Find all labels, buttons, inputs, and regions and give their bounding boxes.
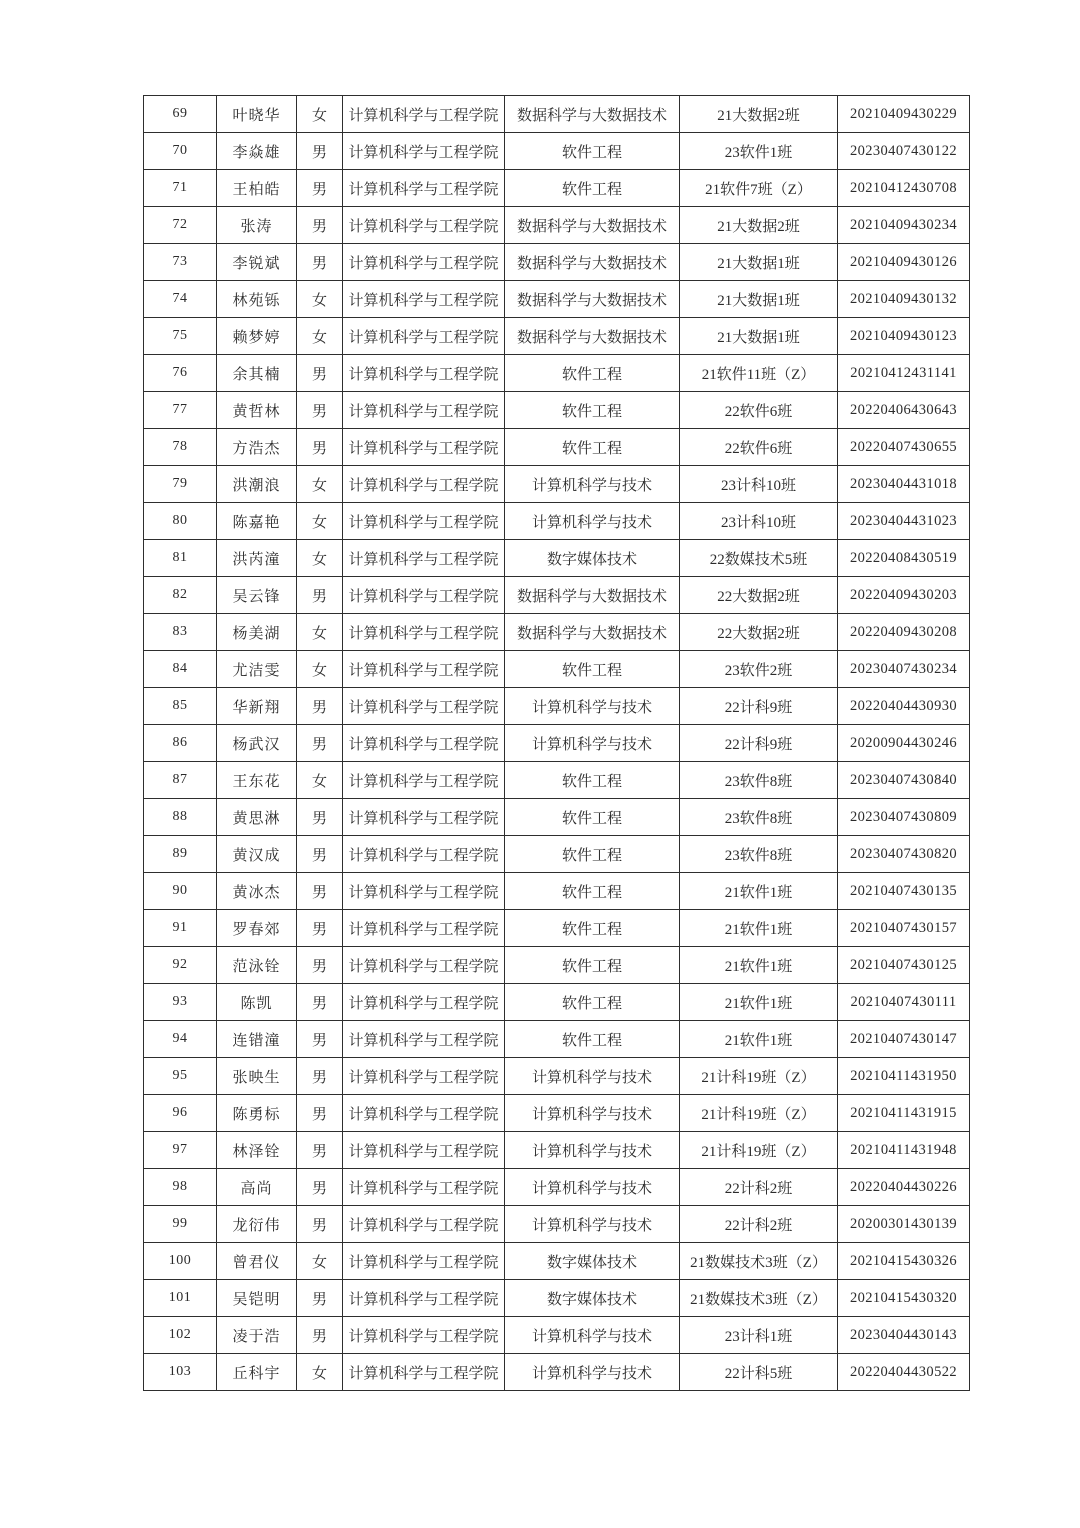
table-row (144, 207, 970, 244)
gender-cell: 男 (297, 947, 343, 984)
student-id-cell: 20230407430234 (838, 651, 970, 688)
gender-cell: 男 (297, 1206, 343, 1243)
class-cell: 23软件8班 (680, 762, 838, 799)
major-cell: 计算机科学与技术 (505, 688, 680, 725)
student-id-cell: 20220404430522 (838, 1354, 970, 1391)
class-cell: 22大数据2班 (680, 577, 838, 614)
table-row (144, 873, 970, 910)
gender-cell: 男 (297, 984, 343, 1021)
name-cell: 黄哲林 (217, 392, 297, 429)
row-number-cell: 86 (144, 725, 217, 762)
class-cell: 21大数据1班 (680, 244, 838, 281)
major-cell: 数据科学与大数据技术 (505, 318, 680, 355)
college-cell: 计算机科学与工程学院 (343, 614, 505, 651)
name-cell: 曾君仪 (217, 1243, 297, 1280)
class-cell: 21计科19班（Z） (680, 1095, 838, 1132)
row-number-cell: 78 (144, 429, 217, 466)
table-row (144, 762, 970, 799)
table-row (144, 133, 970, 170)
table-row (144, 466, 970, 503)
row-number-cell: 76 (144, 355, 217, 392)
name-cell: 陈嘉艳 (217, 503, 297, 540)
gender-cell: 男 (297, 170, 343, 207)
name-cell: 张映生 (217, 1058, 297, 1095)
student-id-cell: 20230407430820 (838, 836, 970, 873)
gender-cell: 男 (297, 207, 343, 244)
student-id-cell: 20220404430226 (838, 1169, 970, 1206)
gender-cell: 男 (297, 1317, 343, 1354)
table-row (144, 577, 970, 614)
student-id-cell: 20210409430132 (838, 281, 970, 318)
name-cell: 李锐斌 (217, 244, 297, 281)
name-cell: 连错潼 (217, 1021, 297, 1058)
student-id-cell: 20210412431141 (838, 355, 970, 392)
row-number-cell: 100 (144, 1243, 217, 1280)
student-roster-table (143, 95, 970, 1391)
table-row (144, 1095, 970, 1132)
student-id-cell: 20200904430246 (838, 725, 970, 762)
major-cell: 软件工程 (505, 429, 680, 466)
table-row (144, 1021, 970, 1058)
college-cell: 计算机科学与工程学院 (343, 762, 505, 799)
class-cell: 21软件1班 (680, 873, 838, 910)
gender-cell: 男 (297, 1132, 343, 1169)
student-id-cell: 20220409430203 (838, 577, 970, 614)
row-number-cell: 101 (144, 1280, 217, 1317)
table-row (144, 318, 970, 355)
row-number-cell: 98 (144, 1169, 217, 1206)
name-cell: 黄冰杰 (217, 873, 297, 910)
student-id-cell: 20230407430840 (838, 762, 970, 799)
college-cell: 计算机科学与工程学院 (343, 466, 505, 503)
name-cell: 华新翔 (217, 688, 297, 725)
name-cell: 洪潮浪 (217, 466, 297, 503)
row-number-cell: 83 (144, 614, 217, 651)
gender-cell: 男 (297, 836, 343, 873)
college-cell: 计算机科学与工程学院 (343, 1058, 505, 1095)
student-id-cell: 20230404430143 (838, 1317, 970, 1354)
table-row (144, 503, 970, 540)
college-cell: 计算机科学与工程学院 (343, 1354, 505, 1391)
gender-cell: 女 (297, 318, 343, 355)
gender-cell: 男 (297, 1169, 343, 1206)
class-cell: 21计科19班（Z） (680, 1058, 838, 1095)
row-number-cell: 81 (144, 540, 217, 577)
student-id-cell: 20210409430123 (838, 318, 970, 355)
name-cell: 林泽铨 (217, 1132, 297, 1169)
name-cell: 陈勇标 (217, 1095, 297, 1132)
class-cell: 22大数据2班 (680, 614, 838, 651)
table-row (144, 244, 970, 281)
table-row (144, 836, 970, 873)
student-id-cell: 20210415430326 (838, 1243, 970, 1280)
row-number-cell: 95 (144, 1058, 217, 1095)
student-id-cell: 20230407430809 (838, 799, 970, 836)
class-cell: 22计科2班 (680, 1206, 838, 1243)
gender-cell: 女 (297, 466, 343, 503)
college-cell: 计算机科学与工程学院 (343, 984, 505, 1021)
class-cell: 23软件8班 (680, 836, 838, 873)
major-cell: 计算机科学与技术 (505, 1132, 680, 1169)
gender-cell: 男 (297, 355, 343, 392)
class-cell: 22软件6班 (680, 429, 838, 466)
gender-cell: 男 (297, 910, 343, 947)
student-id-cell: 20230404431018 (838, 466, 970, 503)
student-id-cell: 20220409430208 (838, 614, 970, 651)
gender-cell: 女 (297, 762, 343, 799)
class-cell: 23软件2班 (680, 651, 838, 688)
row-number-cell: 82 (144, 577, 217, 614)
class-cell: 21软件1班 (680, 910, 838, 947)
table-row (144, 799, 970, 836)
table-row (144, 96, 970, 133)
college-cell: 计算机科学与工程学院 (343, 873, 505, 910)
table-row (144, 688, 970, 725)
row-number-cell: 88 (144, 799, 217, 836)
major-cell: 软件工程 (505, 910, 680, 947)
gender-cell: 女 (297, 1243, 343, 1280)
name-cell: 李焱雄 (217, 133, 297, 170)
college-cell: 计算机科学与工程学院 (343, 1021, 505, 1058)
class-cell: 21大数据1班 (680, 281, 838, 318)
table-row (144, 910, 970, 947)
table-row (144, 651, 970, 688)
row-number-cell: 90 (144, 873, 217, 910)
major-cell: 软件工程 (505, 947, 680, 984)
major-cell: 软件工程 (505, 1021, 680, 1058)
student-id-cell: 20210407430147 (838, 1021, 970, 1058)
name-cell: 高尚 (217, 1169, 297, 1206)
class-cell: 23计科10班 (680, 466, 838, 503)
class-cell: 22计科2班 (680, 1169, 838, 1206)
college-cell: 计算机科学与工程学院 (343, 1317, 505, 1354)
class-cell: 21数媒技术3班（Z） (680, 1280, 838, 1317)
college-cell: 计算机科学与工程学院 (343, 651, 505, 688)
class-cell: 21大数据2班 (680, 207, 838, 244)
class-cell: 21大数据2班 (680, 96, 838, 133)
row-number-cell: 79 (144, 466, 217, 503)
table-row (144, 947, 970, 984)
college-cell: 计算机科学与工程学院 (343, 1132, 505, 1169)
student-id-cell: 20210411431948 (838, 1132, 970, 1169)
row-number-cell: 80 (144, 503, 217, 540)
name-cell: 龙衍伟 (217, 1206, 297, 1243)
college-cell: 计算机科学与工程学院 (343, 1206, 505, 1243)
row-number-cell: 91 (144, 910, 217, 947)
major-cell: 计算机科学与技术 (505, 1058, 680, 1095)
major-cell: 计算机科学与技术 (505, 1206, 680, 1243)
name-cell: 余其楠 (217, 355, 297, 392)
table-row (144, 1058, 970, 1095)
row-number-cell: 103 (144, 1354, 217, 1391)
table-row (144, 1243, 970, 1280)
student-id-cell: 20210411431915 (838, 1095, 970, 1132)
major-cell: 软件工程 (505, 392, 680, 429)
name-cell: 杨美湖 (217, 614, 297, 651)
major-cell: 软件工程 (505, 170, 680, 207)
major-cell: 软件工程 (505, 836, 680, 873)
row-number-cell: 102 (144, 1317, 217, 1354)
table-row (144, 1169, 970, 1206)
college-cell: 计算机科学与工程学院 (343, 725, 505, 762)
row-number-cell: 73 (144, 244, 217, 281)
gender-cell: 男 (297, 577, 343, 614)
row-number-cell: 72 (144, 207, 217, 244)
table-row (144, 1354, 970, 1391)
gender-cell: 男 (297, 244, 343, 281)
name-cell: 范泳铨 (217, 947, 297, 984)
college-cell: 计算机科学与工程学院 (343, 799, 505, 836)
student-id-cell: 20210411431950 (838, 1058, 970, 1095)
student-id-cell: 20220406430643 (838, 392, 970, 429)
table-row (144, 1206, 970, 1243)
gender-cell: 男 (297, 133, 343, 170)
class-cell: 21软件1班 (680, 984, 838, 1021)
gender-cell: 女 (297, 651, 343, 688)
gender-cell: 男 (297, 1095, 343, 1132)
name-cell: 王东花 (217, 762, 297, 799)
major-cell: 计算机科学与技术 (505, 1354, 680, 1391)
class-cell: 21软件7班（Z） (680, 170, 838, 207)
name-cell: 吴铠明 (217, 1280, 297, 1317)
gender-cell: 女 (297, 540, 343, 577)
student-id-cell: 20230407430122 (838, 133, 970, 170)
table-row (144, 170, 970, 207)
major-cell: 数据科学与大数据技术 (505, 207, 680, 244)
name-cell: 王柏皓 (217, 170, 297, 207)
major-cell: 软件工程 (505, 873, 680, 910)
student-id-cell: 20210407430157 (838, 910, 970, 947)
name-cell: 陈凯 (217, 984, 297, 1021)
major-cell: 数字媒体技术 (505, 1243, 680, 1280)
class-cell: 22计科5班 (680, 1354, 838, 1391)
row-number-cell: 87 (144, 762, 217, 799)
class-cell: 21数媒技术3班（Z） (680, 1243, 838, 1280)
table-row (144, 1317, 970, 1354)
major-cell: 数据科学与大数据技术 (505, 281, 680, 318)
name-cell: 张涛 (217, 207, 297, 244)
name-cell: 丘科宇 (217, 1354, 297, 1391)
college-cell: 计算机科学与工程学院 (343, 281, 505, 318)
major-cell: 数据科学与大数据技术 (505, 244, 680, 281)
college-cell: 计算机科学与工程学院 (343, 503, 505, 540)
major-cell: 数据科学与大数据技术 (505, 614, 680, 651)
college-cell: 计算机科学与工程学院 (343, 910, 505, 947)
student-id-cell: 20220404430930 (838, 688, 970, 725)
row-number-cell: 89 (144, 836, 217, 873)
name-cell: 黄汉成 (217, 836, 297, 873)
row-number-cell: 92 (144, 947, 217, 984)
row-number-cell: 70 (144, 133, 217, 170)
gender-cell: 男 (297, 429, 343, 466)
gender-cell: 女 (297, 614, 343, 651)
table-row (144, 614, 970, 651)
gender-cell: 女 (297, 281, 343, 318)
name-cell: 罗春郊 (217, 910, 297, 947)
table-row (144, 392, 970, 429)
class-cell: 22计科9班 (680, 725, 838, 762)
college-cell: 计算机科学与工程学院 (343, 170, 505, 207)
major-cell: 计算机科学与技术 (505, 1317, 680, 1354)
college-cell: 计算机科学与工程学院 (343, 540, 505, 577)
major-cell: 软件工程 (505, 762, 680, 799)
name-cell: 叶晓华 (217, 96, 297, 133)
major-cell: 软件工程 (505, 799, 680, 836)
class-cell: 22数媒技术5班 (680, 540, 838, 577)
college-cell: 计算机科学与工程学院 (343, 318, 505, 355)
class-cell: 23软件1班 (680, 133, 838, 170)
row-number-cell: 69 (144, 96, 217, 133)
college-cell: 计算机科学与工程学院 (343, 688, 505, 725)
major-cell: 计算机科学与技术 (505, 1169, 680, 1206)
row-number-cell: 93 (144, 984, 217, 1021)
student-id-cell: 20210409430234 (838, 207, 970, 244)
class-cell: 23软件8班 (680, 799, 838, 836)
student-id-cell: 20220408430519 (838, 540, 970, 577)
student-id-cell: 20230404431023 (838, 503, 970, 540)
gender-cell: 男 (297, 725, 343, 762)
student-id-cell: 20210409430229 (838, 96, 970, 133)
student-id-cell: 20210409430126 (838, 244, 970, 281)
college-cell: 计算机科学与工程学院 (343, 1095, 505, 1132)
college-cell: 计算机科学与工程学院 (343, 1243, 505, 1280)
gender-cell: 男 (297, 1280, 343, 1317)
gender-cell: 男 (297, 799, 343, 836)
college-cell: 计算机科学与工程学院 (343, 1280, 505, 1317)
class-cell: 21软件11班（Z） (680, 355, 838, 392)
college-cell: 计算机科学与工程学院 (343, 96, 505, 133)
row-number-cell: 77 (144, 392, 217, 429)
student-id-cell: 20200301430139 (838, 1206, 970, 1243)
student-id-cell: 20210407430135 (838, 873, 970, 910)
row-number-cell: 74 (144, 281, 217, 318)
college-cell: 计算机科学与工程学院 (343, 355, 505, 392)
gender-cell: 男 (297, 1021, 343, 1058)
name-cell: 尤洁雯 (217, 651, 297, 688)
major-cell: 数字媒体技术 (505, 540, 680, 577)
gender-cell: 女 (297, 1354, 343, 1391)
gender-cell: 男 (297, 873, 343, 910)
class-cell: 21软件1班 (680, 947, 838, 984)
college-cell: 计算机科学与工程学院 (343, 244, 505, 281)
college-cell: 计算机科学与工程学院 (343, 429, 505, 466)
table-row (144, 540, 970, 577)
table-row (144, 281, 970, 318)
name-cell: 赖梦婷 (217, 318, 297, 355)
table-row (144, 725, 970, 762)
gender-cell: 男 (297, 1058, 343, 1095)
table-row (144, 984, 970, 1021)
class-cell: 23计科1班 (680, 1317, 838, 1354)
major-cell: 计算机科学与技术 (505, 1095, 680, 1132)
name-cell: 凌于浩 (217, 1317, 297, 1354)
table-row (144, 1132, 970, 1169)
gender-cell: 女 (297, 503, 343, 540)
row-number-cell: 99 (144, 1206, 217, 1243)
major-cell: 计算机科学与技术 (505, 466, 680, 503)
class-cell: 21软件1班 (680, 1021, 838, 1058)
row-number-cell: 85 (144, 688, 217, 725)
major-cell: 计算机科学与技术 (505, 725, 680, 762)
row-number-cell: 84 (144, 651, 217, 688)
table-row (144, 1280, 970, 1317)
class-cell: 21计科19班（Z） (680, 1132, 838, 1169)
table-row (144, 355, 970, 392)
name-cell: 黄思淋 (217, 799, 297, 836)
name-cell: 方浩杰 (217, 429, 297, 466)
major-cell: 数字媒体技术 (505, 1280, 680, 1317)
row-number-cell: 97 (144, 1132, 217, 1169)
student-id-cell: 20210415430320 (838, 1280, 970, 1317)
student-id-cell: 20210407430125 (838, 947, 970, 984)
table-row (144, 429, 970, 466)
student-id-cell: 20210407430111 (838, 984, 970, 1021)
college-cell: 计算机科学与工程学院 (343, 947, 505, 984)
college-cell: 计算机科学与工程学院 (343, 133, 505, 170)
row-number-cell: 75 (144, 318, 217, 355)
class-cell: 23计科10班 (680, 503, 838, 540)
major-cell: 数据科学与大数据技术 (505, 577, 680, 614)
major-cell: 软件工程 (505, 133, 680, 170)
row-number-cell: 94 (144, 1021, 217, 1058)
college-cell: 计算机科学与工程学院 (343, 392, 505, 429)
name-cell: 吴云锋 (217, 577, 297, 614)
name-cell: 林苑铄 (217, 281, 297, 318)
student-id-cell: 20220407430655 (838, 429, 970, 466)
major-cell: 计算机科学与技术 (505, 503, 680, 540)
row-number-cell: 96 (144, 1095, 217, 1132)
student-table-body (144, 96, 970, 1391)
college-cell: 计算机科学与工程学院 (343, 836, 505, 873)
class-cell: 22软件6班 (680, 392, 838, 429)
student-id-cell: 20210412430708 (838, 170, 970, 207)
class-cell: 21大数据1班 (680, 318, 838, 355)
college-cell: 计算机科学与工程学院 (343, 207, 505, 244)
major-cell: 软件工程 (505, 984, 680, 1021)
row-number-cell: 71 (144, 170, 217, 207)
class-cell: 22计科9班 (680, 688, 838, 725)
college-cell: 计算机科学与工程学院 (343, 1169, 505, 1206)
gender-cell: 男 (297, 392, 343, 429)
major-cell: 数据科学与大数据技术 (505, 96, 680, 133)
college-cell: 计算机科学与工程学院 (343, 577, 505, 614)
name-cell: 洪芮潼 (217, 540, 297, 577)
gender-cell: 男 (297, 688, 343, 725)
major-cell: 软件工程 (505, 651, 680, 688)
gender-cell: 女 (297, 96, 343, 133)
major-cell: 软件工程 (505, 355, 680, 392)
name-cell: 杨武汉 (217, 725, 297, 762)
